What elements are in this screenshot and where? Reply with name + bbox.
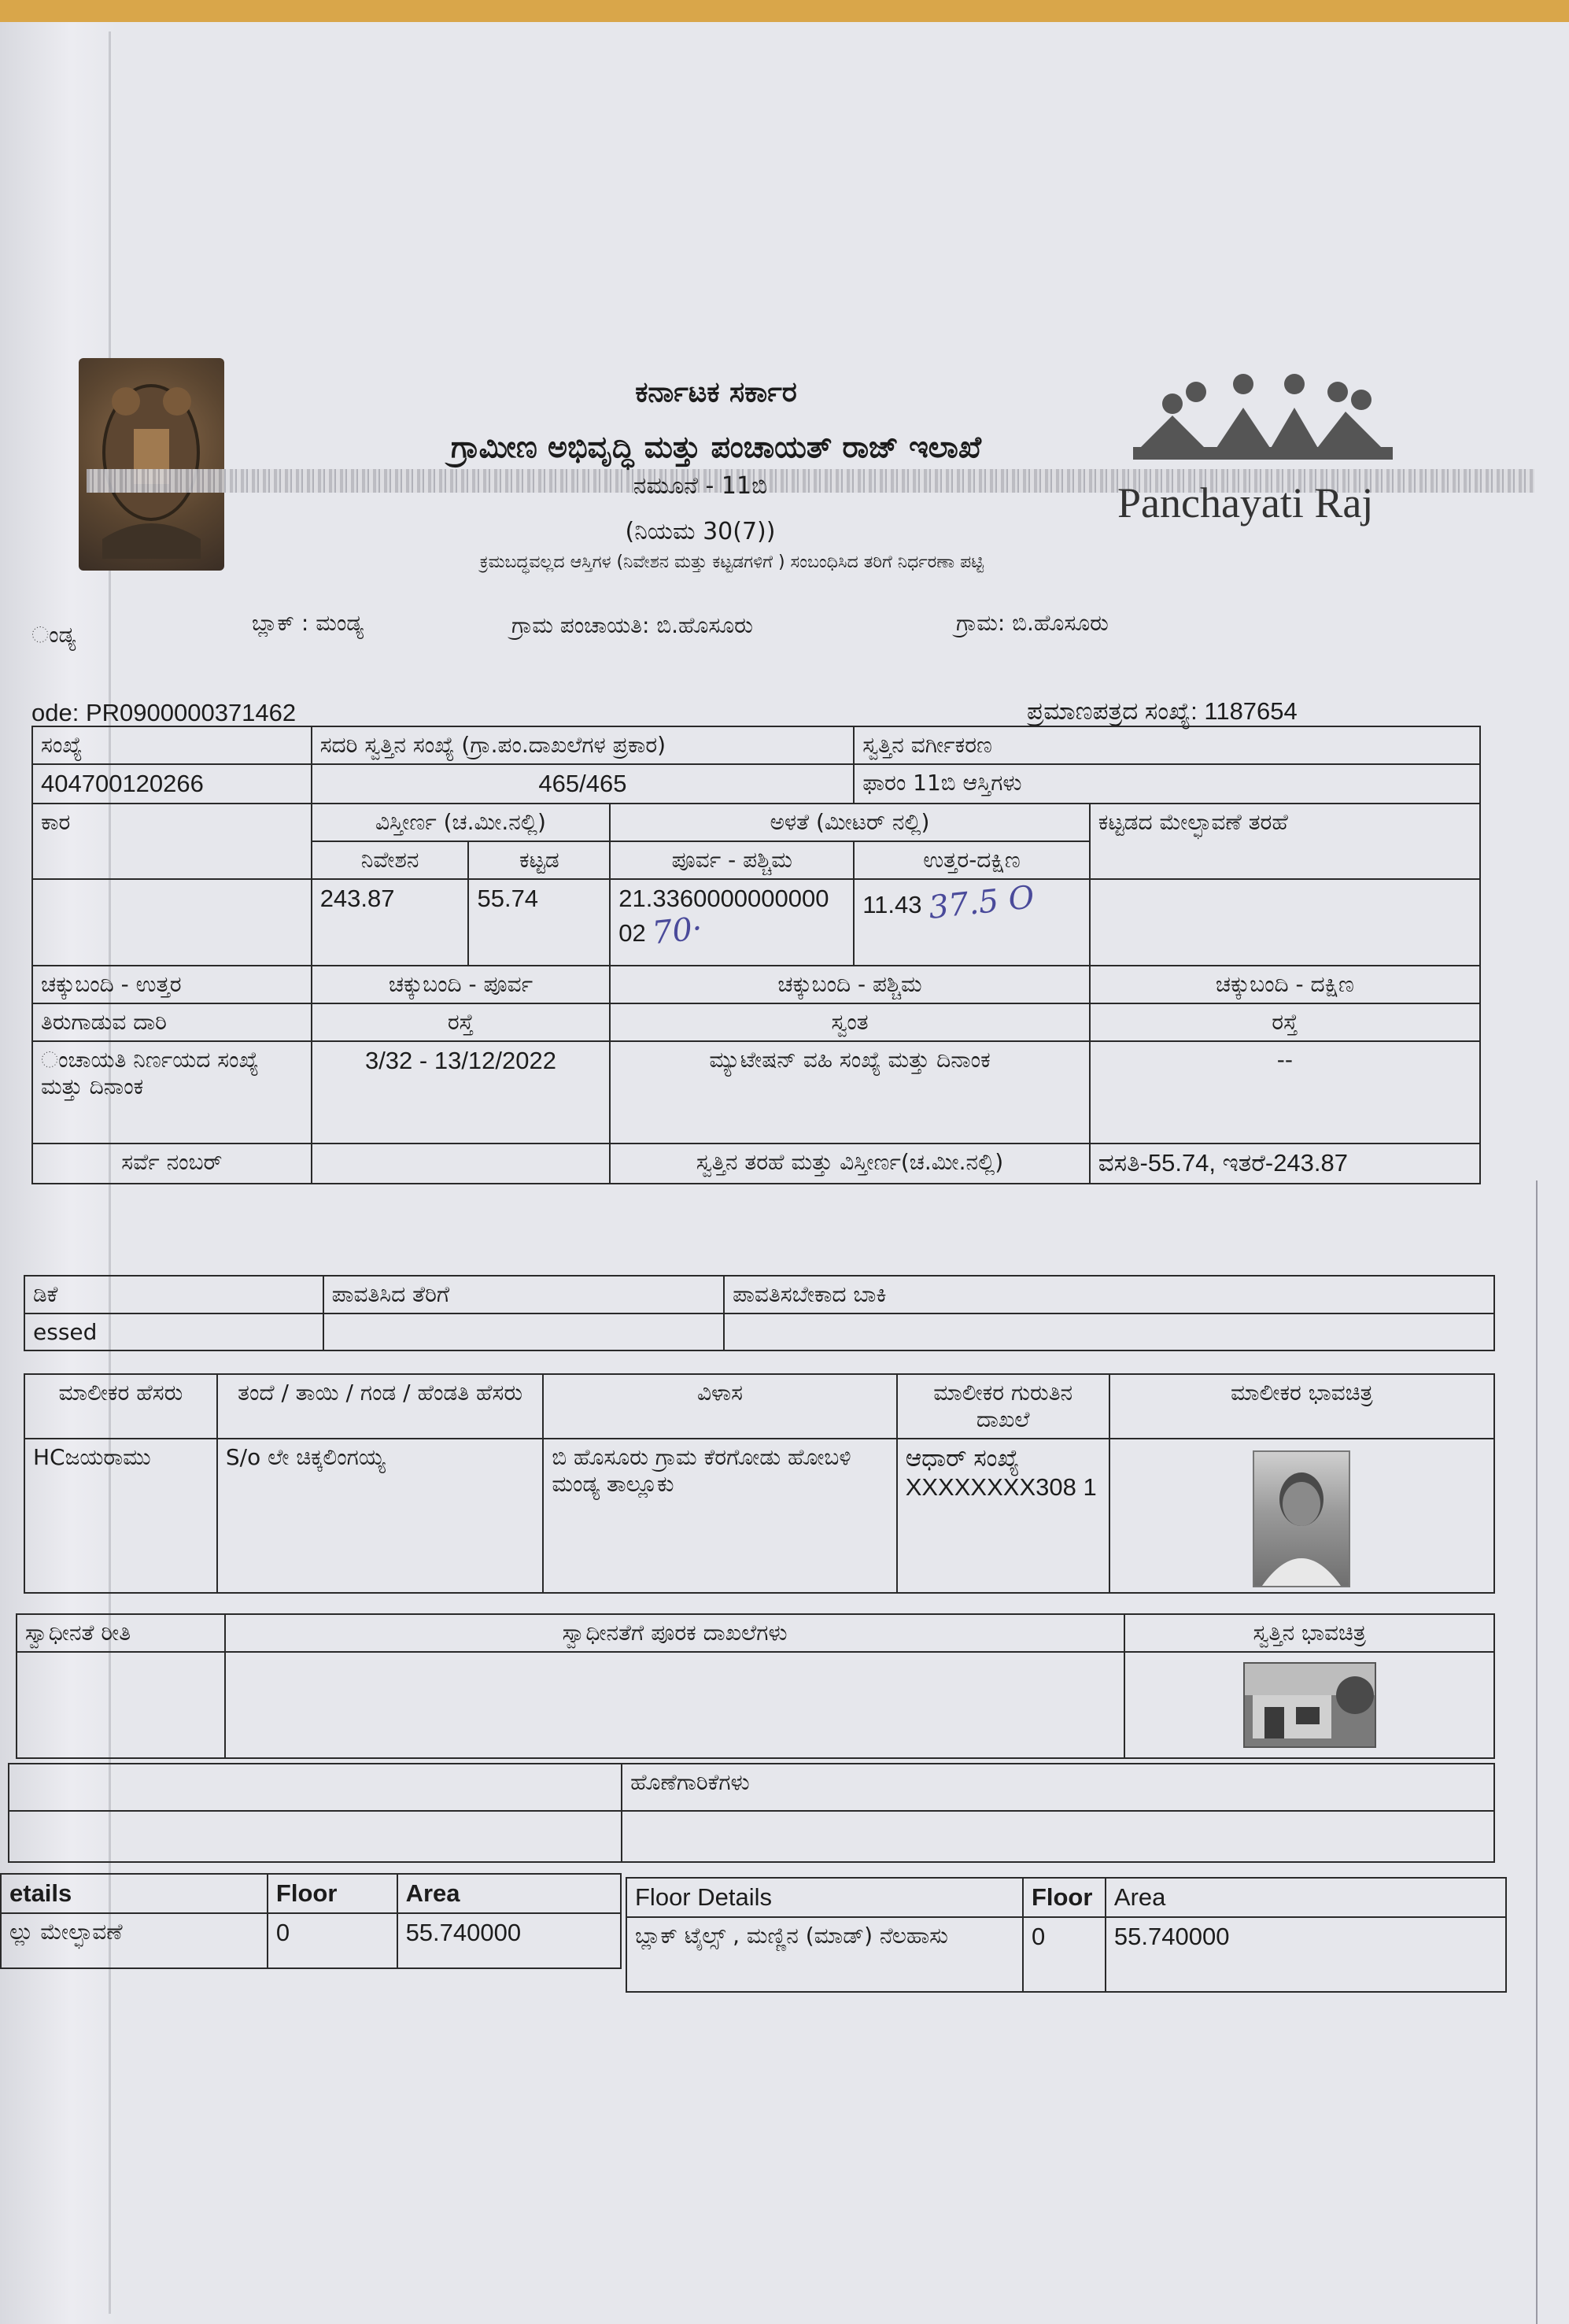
boundary-west: ಸ್ವಂತ (610, 1003, 1089, 1041)
col-header-site: ನಿವೇಶನ (312, 841, 469, 879)
table-row (24, 1276, 1494, 1313)
classification-value: ಫಾರಂ 11ಬಿ ಆಸ್ತಿಗಳು (854, 764, 1480, 804)
col-header-type: ಕಾರ (32, 804, 312, 879)
col-header-building: ಕಟ್ಟಡ (468, 841, 610, 879)
ownership-mode-value (17, 1652, 225, 1758)
table-row (32, 1144, 1480, 1184)
owner-name: HCಜಯರಾಮು (24, 1439, 217, 1593)
owner-table (24, 1373, 1495, 1594)
liabilities-value (622, 1811, 1494, 1862)
col-header-owner-photo: ಮಾಲೀಕರ ಭಾವಚಿತ್ರ (1109, 1374, 1494, 1439)
govt-title: ಕರ್ನಾಟಕ ಸರ್ಕಾರ (635, 376, 797, 408)
table-row (32, 1003, 1480, 1041)
owner-relation: S/o ಲೇ ಚಿಕ್ಕಲಿಂಗಯ್ಯ (217, 1439, 543, 1593)
col-header-area: Area (1106, 1878, 1506, 1917)
col-header-boundary-south: ಚಕ್ಕುಬಂದಿ - ದಕ್ಷಿಣ (1090, 966, 1480, 1003)
col-header-area: Area (397, 1874, 621, 1913)
assessed-label: essed (24, 1313, 323, 1350)
table-row (9, 1811, 1494, 1862)
col-header-relation: ತಂದೆ / ತಾಯಿ / ಗಂಡ / ಹೆಂಡತಿ ಹೆಸರು (217, 1374, 543, 1439)
table-row (32, 726, 1480, 764)
ownership-docs-value (225, 1652, 1125, 1758)
col-header-sadari: ಸದರಿ ಸ್ವತ್ತಿನ ಸಂಖ್ಯೆ (ಗ್ರಾ.ಪಂ.ದಾಖಲೆಗಳ ಪ್ರಕಾರ) (312, 726, 855, 764)
floor-details-value: ಲ್ಲು ಮೇಲ್ಛಾವಣೆ (1, 1913, 268, 1968)
property-photo-cell (1124, 1652, 1494, 1758)
property-number: 404700120266 (32, 764, 312, 804)
area-value: 55.740000 (397, 1913, 621, 1968)
sadari-number: 465/465 (312, 764, 855, 804)
area-value: 55.740000 (1106, 1917, 1506, 1992)
col-header-property-photo: ಸ್ವತ್ತಿನ ಭಾವಚಿತ್ರ (1124, 1614, 1494, 1652)
col-header-classification: ಸ್ವತ್ತಿನ ವರ್ಗೀಕರಣ (854, 726, 1480, 764)
table-row (1, 1874, 621, 1913)
handwritten-ew-note: 70· (651, 910, 705, 952)
ownership-table (16, 1613, 1495, 1759)
owner-photo-cell (1109, 1439, 1494, 1593)
col-header-boundary-east: ಚಕ್ಕುಬಂದಿ - ಪೂರ್ವ (312, 966, 611, 1003)
property-type-value: ವಸತಿ-55.74, ಇತರೆ-243.87 (1090, 1144, 1480, 1184)
table-row (17, 1652, 1494, 1758)
col-header-area: ವಿಸ್ತೀರ್ಣ (ಚ.ಮೀ.ನಲ್ಲಿ) (312, 804, 611, 841)
survey-value (312, 1144, 611, 1184)
floor-details-table-right (626, 1877, 1507, 1993)
department-title: ಗ್ರಾಮೀಣ ಅಭಿವೃದ್ಧಿ ಮತ್ತು ಪಂಚಾಯತ್ ರಾಜ್ ಇಲಾಖೆ (450, 430, 982, 464)
col-header-ownership-docs: ಸ್ವಾಧೀನತೆಗೆ ಪೂರಕ ದಾಖಲೆಗಳು (225, 1614, 1125, 1652)
due-value (724, 1313, 1494, 1350)
mutation-value: -- (1090, 1041, 1480, 1144)
logo-text: Panchayati Raj (1117, 479, 1374, 527)
east-west-cell (610, 879, 854, 966)
tax-table (24, 1275, 1495, 1351)
col-header-boundary-north: ಚಕ್ಕುಬಂದಿ - ಉತ್ತರ (32, 966, 312, 1003)
table-row (24, 1374, 1494, 1439)
table-row (32, 966, 1480, 1003)
rule-number: (ನಿಯಮ 30(7)) (625, 518, 776, 545)
col-header-liabilities: ಹೊಣೆಗಾರಿಕೆಗಳು (622, 1764, 1494, 1811)
col-header-details: etails (1, 1874, 268, 1913)
owner-address: ಬಿ ಹೊಸೂರು ಗ್ರಾಮ ಕೆರಗೋಡು ಹೋಬಳಿ ಮಂಡ್ಯ ತಾಲ್ಲೂಕು (543, 1439, 896, 1593)
col-header-roof: ಕಟ್ಟಡದ ಮೇಲ್ಛಾವಣೆ ತರಹೆ (1090, 804, 1480, 879)
district-label: ಂಡ್ಯ (31, 622, 76, 648)
site-area: 243.87 (312, 879, 469, 966)
col-header-id-doc: ಮಾಲೀಕರ ಗುರುತಿನ ದಾಖಲೆ (897, 1374, 1109, 1439)
col-header-property-no: ಸಂಖ್ಯೆ (32, 726, 312, 764)
table-row (9, 1764, 1494, 1811)
page-edge-line (1536, 1180, 1538, 2324)
col-header-floor-details: Floor Details (626, 1878, 1023, 1917)
handwritten-ns-note: 37.5 O (927, 879, 1036, 926)
col-header-ownership-mode: ಸ್ವಾಧೀನತೆ ರೀತಿ (17, 1614, 225, 1652)
floor-value: 0 (1023, 1917, 1106, 1992)
certificate-number: ಪ್ರಮಾಣಪತ್ರದ ಸಂಖ್ಯೆ: 1187654 (1027, 697, 1298, 725)
floor-value: 0 (268, 1913, 397, 1968)
floor-details-value: ಬ್ಲಾಕ್ ಟೈಲ್ಸ್ , ಮಣ್ಣಿನ (ಮಾಡ್) ನೆಲಹಾಸು (626, 1917, 1023, 1992)
floor-details-table-left (0, 1873, 622, 1969)
building-area: 55.74 (468, 879, 610, 966)
owner-photo (1253, 1450, 1350, 1587)
col-header-dimension: ಅಳತೆ (ಮೀಟರ್ ನಲ್ಲಿ) (610, 804, 1089, 841)
property-photo (1243, 1662, 1376, 1748)
col-header-mutation: ಮ್ಯುಟೇಷನ್ ವಹಿ ಸಂಖ್ಯೆ ಮತ್ತು ದಿನಾಂಕ (610, 1041, 1089, 1144)
owner-id: ಆಧಾರ್ ಸಂಖ್ಯೆ XXXXXXXX308 1 (897, 1439, 1109, 1593)
north-south-value: 11.43 (862, 891, 922, 918)
block-label: ಬ್ಲಾಕ್ : ಮಂಡ್ಯ (252, 610, 364, 636)
table-row (626, 1917, 1506, 1992)
boundary-north: ತಿರುಗಾಡುವ ದಾರಿ (32, 1003, 312, 1041)
boundary-east: ರಸ್ತೆ (312, 1003, 611, 1041)
col-header-boundary-west: ಚಕ್ಕುಬಂದಿ - ಪಶ್ಚಿಮ (610, 966, 1089, 1003)
col-header-property-type: ಸ್ವತ್ತಿನ ತರಹೆ ಮತ್ತು ವಿಸ್ತೀರ್ಣ(ಚ.ಮೀ.ನಲ್ಲಿ) (610, 1144, 1089, 1184)
boundary-south: ರಸ್ತೆ (1090, 1003, 1480, 1041)
table-row (1, 1913, 621, 1968)
table-row (32, 764, 1480, 804)
liabilities-left (9, 1764, 622, 1811)
table-row (17, 1614, 1494, 1652)
col-header-floor: Floor (1023, 1878, 1106, 1917)
table-row (32, 804, 1480, 841)
east-west-value: 21.3360000000000 02 (618, 885, 829, 947)
col-header-north-south: ಉತ್ತರ-ದಕ್ಷಿಣ (854, 841, 1090, 879)
roof-value (1090, 879, 1480, 966)
form-subtitle: ಕ್ರಮಬದ್ಧವಲ್ಲದ ಆಸ್ತಿಗಳ (ನಿವೇಶನ ಮತ್ತು ಕಟ್ಟಡಗಳಿಗೆ ) ಸಂಬಂಧಿಸಿದ ತರಿಗೆ ನಿರ್ಧರಣಾ ಪಟ್ಟಿ (479, 552, 984, 572)
col-header-due: ಪಾವತಿಸಬೇಕಾದ ಬಾಕಿ (724, 1276, 1494, 1313)
liabilities-table (8, 1763, 1495, 1863)
col-header-demand: ಡಿಕೆ (24, 1276, 323, 1313)
col-header-floor: Floor (268, 1874, 397, 1913)
resolution-value: 3/32 - 13/12/2022 (312, 1041, 611, 1144)
table-row (32, 879, 1480, 966)
col-header-owner-name: ಮಾಲೀಕರ ಹೆಸರು (24, 1374, 217, 1439)
property-code: ode: PR0900000371462 (31, 699, 297, 726)
table-row (24, 1313, 1494, 1350)
table-row (626, 1878, 1506, 1917)
col-header-east-west: ಪೂರ್ವ - ಪಶ್ಚಿಮ (610, 841, 854, 879)
type-value (32, 879, 312, 966)
col-header-survey: ಸರ್ವೆ ನಂಬರ್ (32, 1144, 312, 1184)
property-details-table (31, 726, 1481, 1184)
liabilities-left-value (9, 1811, 622, 1862)
table-row (32, 1041, 1480, 1144)
col-header-address: ವಿಳಾಸ (543, 1374, 896, 1439)
gram-panchayat-label: ಗ್ರಾಮ ಪಂಚಾಯತಿ: ಬಿ.ಹೊಸೂರು (511, 612, 753, 638)
col-header-resolution: ಂಚಾಯತಿ ನಿರ್ಣಯದ ಸಂಖ್ಯೆ ಮತ್ತು ದಿನಾಂಕ (32, 1041, 312, 1144)
table-row (24, 1439, 1494, 1593)
north-south-cell (854, 879, 1090, 966)
col-header-paid: ಪಾವತಿಸಿದ ತೆರಿಗೆ (323, 1276, 724, 1313)
form-number: ನಮೂನೆ - 11ಬಿ (633, 472, 768, 500)
paid-value (323, 1313, 724, 1350)
village-label: ಗ್ರಾಮ: ಬಿ.ಹೊಸೂರು (956, 610, 1109, 636)
karnataka-emblem-icon (79, 358, 224, 571)
